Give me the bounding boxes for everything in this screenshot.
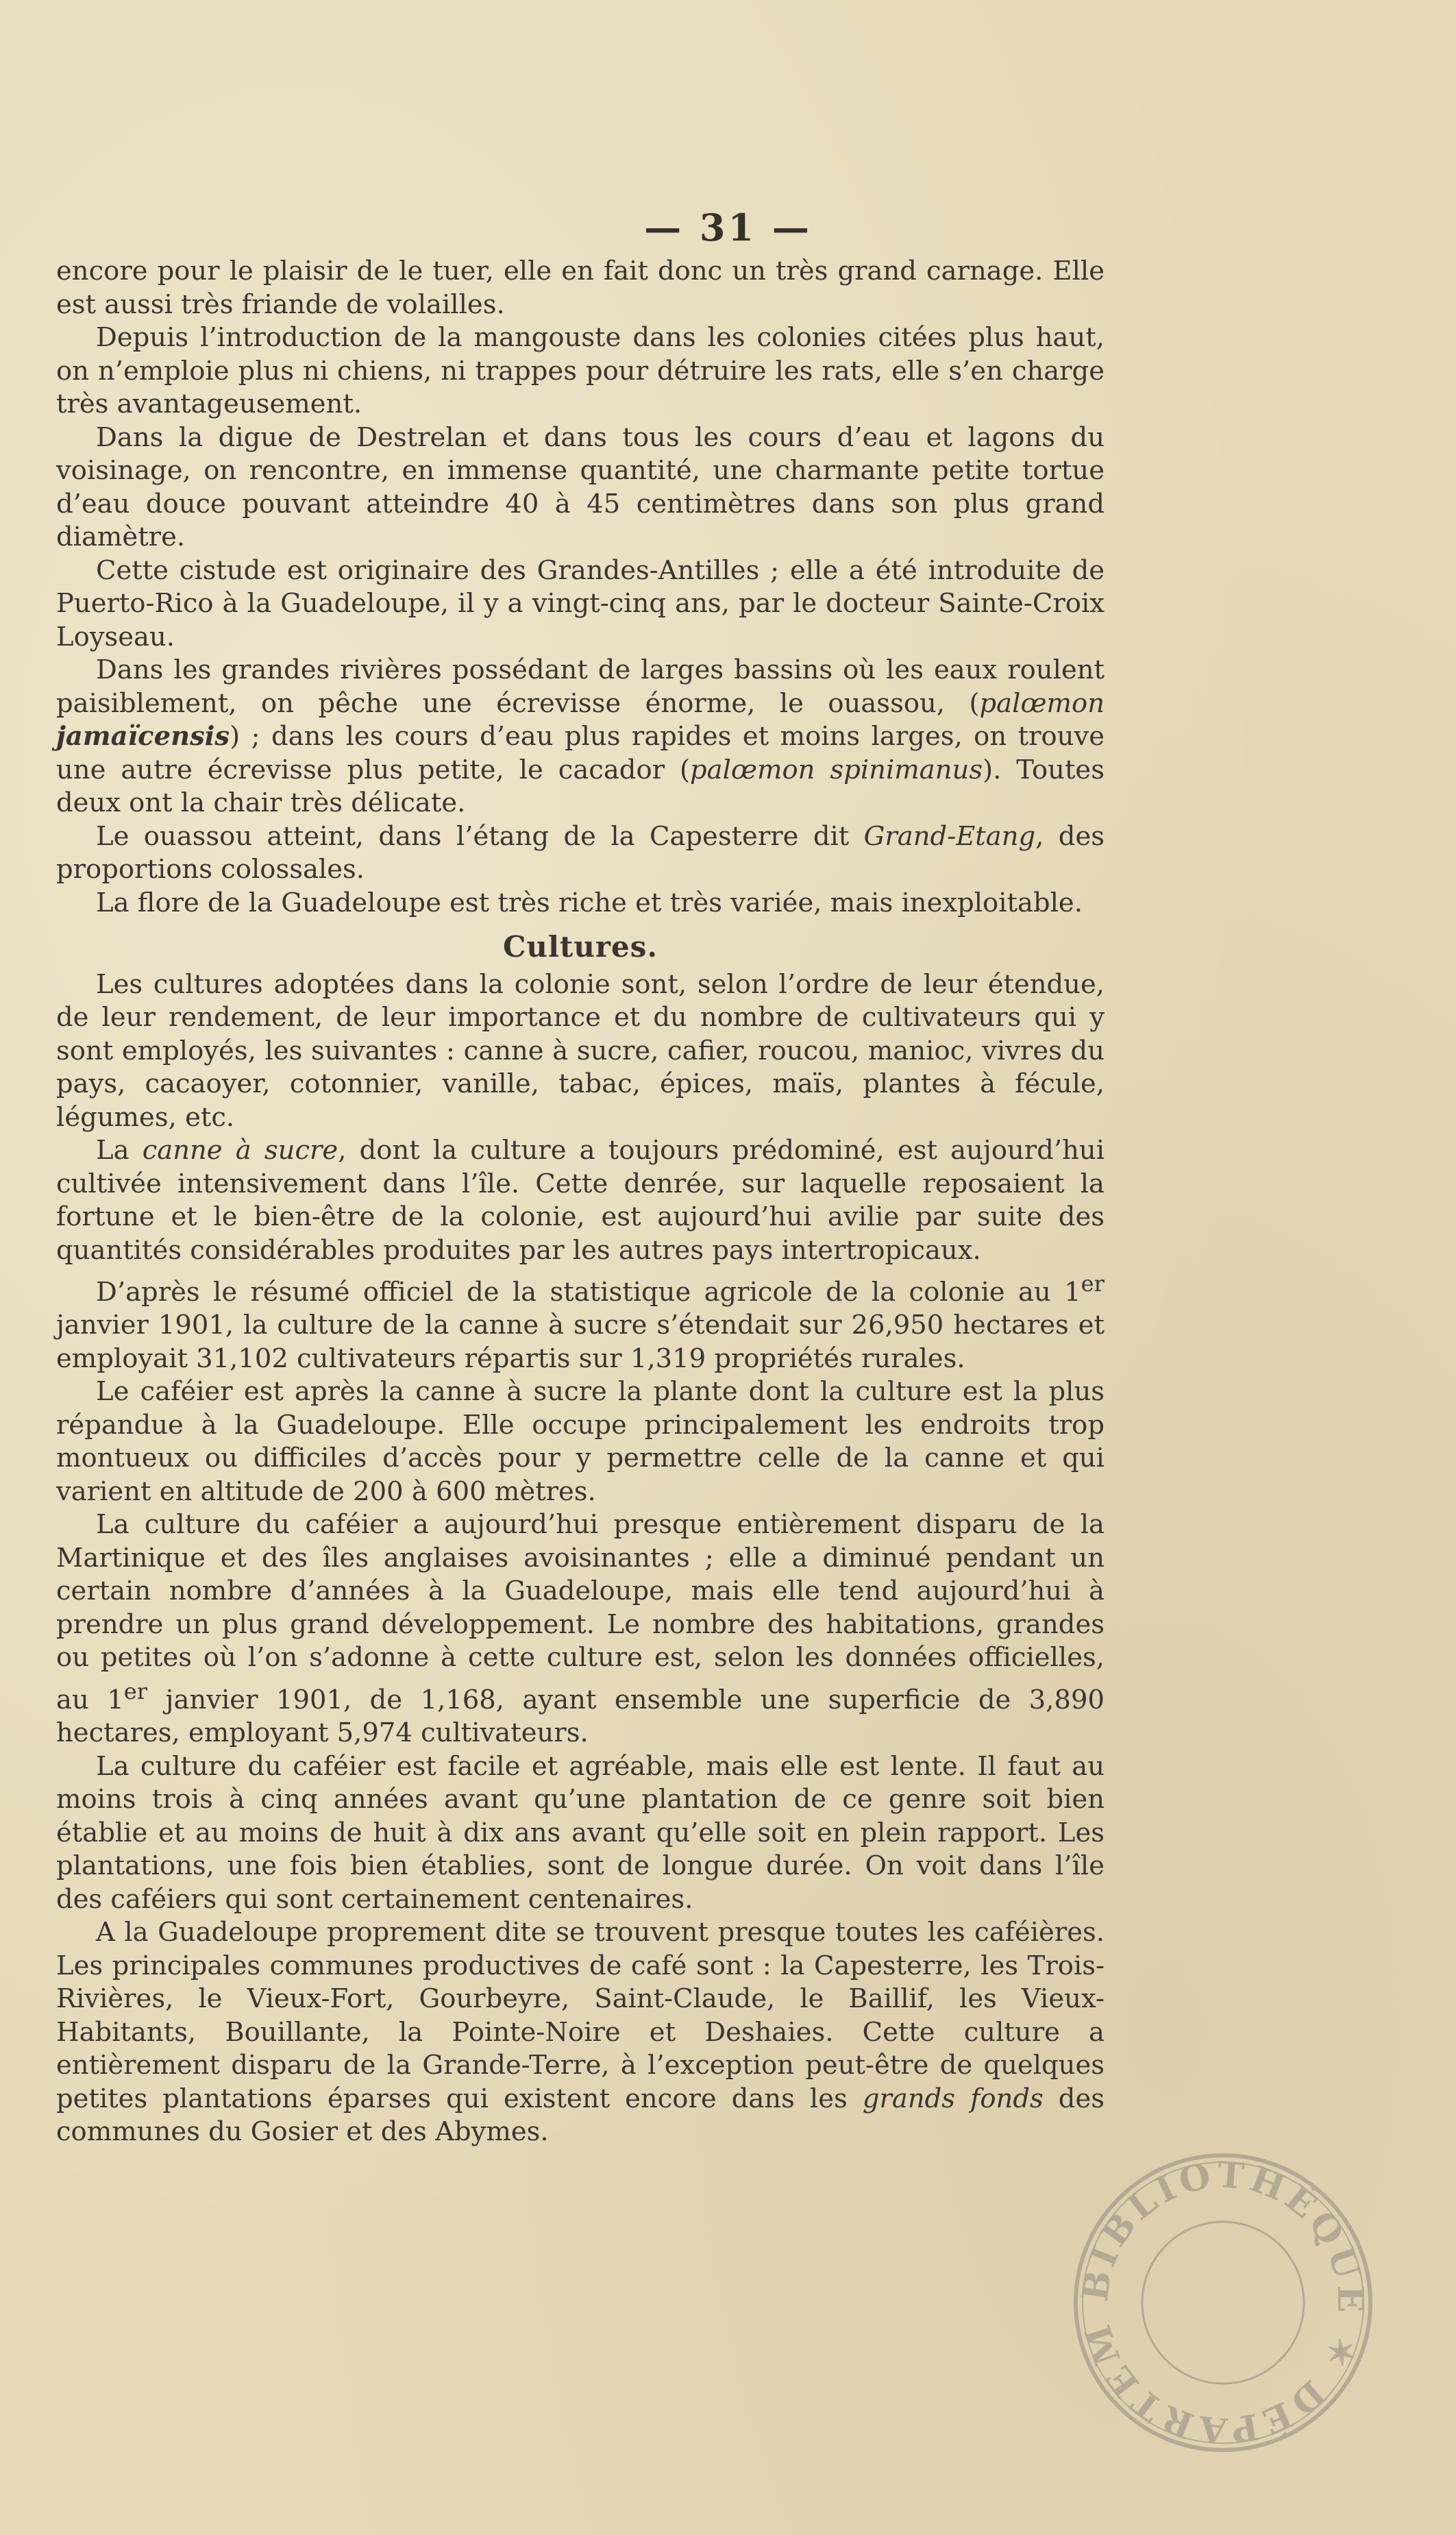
paragraph: Le ouassou atteint, dans l’étang de la Capesterre dit Grand-Etang, des proportions colossales.	[56, 820, 1105, 885]
paragraph: La flore de la Guadeloupe est très riche et très variée, mais inexploitable.	[96, 887, 1083, 918]
stamp-text: BIBLIOTHÈQUE ✶ DÉPARTEM	[1074, 2153, 1372, 2452]
paragraphs-before	[56, 255, 1105, 920]
paragraph: Cette cistude est originaire des Grandes-Antilles ; elle a été introduite de Puerto-Rico à la Guadeloupe, il y a vingt-cinq ans, par le docteur Sainte-Croix Loyseau.	[56, 554, 1105, 652]
svg-text:BIBLIOTHÈQUE ✶ DÉPARTEMENTALE	[1065, 2145, 1371, 2451]
paragraph: Dans les grandes rivières possédant de larges bassins où les eaux roulent paisiblement, on pêche une écrevisse énorme, le ouassou, (palœmon jamaïcensis) ; dans les cours d’eau plus rapides et moins larges, on trouve une autre écrevisse plus petite, le cacador (palœmon spinimanus). Toutes deux ont la chair très délicate.	[56, 654, 1105, 818]
paragraph: Depuis l’introduction de la mangouste dans les colonies citées plus haut, on n’emploie plus ni chiens, ni trappes pour détruire les rats, elle s’en charge très avantageusement.	[56, 322, 1105, 419]
paragraph: D’après le résumé officiel de la statistique agricole de la colonie au 1er janvier 1901, la culture de la canne à sucre s’étendait sur 26,950 hectares et employait 31,102 cultivateurs répartis sur 1,319 propriétés rurales.	[56, 1271, 1105, 1374]
paragraph: Le caféier est après la canne à sucre la plante dont la culture est la plus répandue à la Guadeloupe. Elle occupe principalement les endroits trop montueux ou difficiles d’accès pour y permettre celle de la canne et qui varient en altitude de 200 à 600 mètres.	[56, 1376, 1105, 1507]
paragraph: A la Guadeloupe proprement dite se trouvent presque toutes les caféières. Les principales communes productives de café sont : la Capesterre, les Trois-Rivières, le Vieux-Fort, Gourbeyre, Saint-Claude, le Baillif, les Vieux-Habitants, Bouillante, la Pointe-Noire et Deshaies. Cette culture a entièrement disparu de la Grande-Terre, à l’exception peut-être de quelques petites plantations éparses qui existent encore dans les grands fonds des communes du Gosier et des Abymes.	[56, 1917, 1105, 2148]
paragraph: La culture du caféier a aujourd’hui presque entièrement disparu de la Martinique et des îles anglaises avoisinantes ; elle a diminué pendant un certain nombre d’années à la Guadeloupe, mais elle tend aujourd’hui à prendre un plus grand développement. Le nombre des habitations, grandes ou petites où l’on s’adonne à cette culture est, selon les données officielles, au 1er janvier 1901, de 1,168, ayant ensemble une superficie de 3,890 hectares, employant 5,974 cultivateurs.	[56, 1509, 1105, 1749]
paragraph: Les cultures adoptées dans la colonie sont, selon l’ordre de leur étendue, de leur rendement, de leur importance et du nombre de cultivateurs qui y sont employés, les suivantes : canne à sucre, cafier, roucou, manioc, vivres du pays, cacaoyer, cotonnier, vanille, tabac, épices, maïs, plantes à fécule, légumes, etc.	[56, 968, 1105, 1133]
paragraph: La culture du caféier est facile et agréable, mais elle est lente. Il faut au moins trois à cinq années avant qu’une plantation de ce genre soit bien établie et au moins de huit à dix ans avant qu’elle soit en plein rapport. Les plantations, une fois bien établies, sont de longue durée. On voit dans l’île des caféiers qui sont certainement centenaires.	[56, 1750, 1105, 1915]
paragraph: La canne à sucre, dont la culture a toujours prédominé, est aujourd’hui cultivée intensivement dans l’île. Cette denrée, sur laquelle reposaient la fortune et le bien-être de la colonie, est aujourd’hui avilie par suite des quantités considérables produites par les autres pays intertropicaux.	[56, 1135, 1105, 1266]
page-number: — 31 —	[644, 206, 812, 249]
section-heading: Cultures.	[503, 930, 658, 964]
paragraph: encore pour le plaisir de le tuer, elle en fait donc un très grand carnage. Elle est aussi très friande de volailles.	[56, 256, 1105, 320]
library-stamp	[1065, 2145, 1381, 2460]
body-text	[56, 255, 1105, 2149]
paragraph: Dans la digue de Destrelan et dans tous les cours d’eau et lagons du voisinage, on rencontre, en immense quantité, une charmante petite tortue d’eau douce pouvant atteindre 40 à 45 centimètres dans son plus grand diamètre.	[56, 421, 1105, 552]
paragraphs-after	[56, 968, 1105, 2149]
stamp-graphic	[1065, 2145, 1381, 2460]
